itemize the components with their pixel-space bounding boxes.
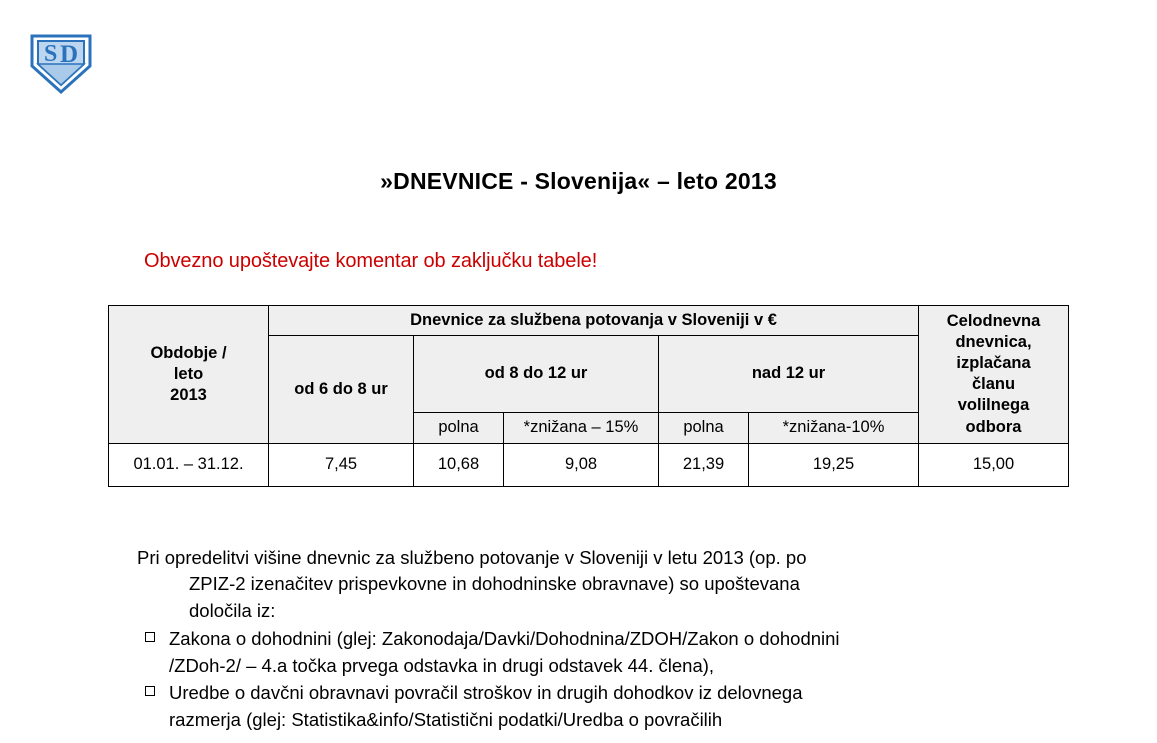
header-over-12h-polna: polna [659,412,749,443]
company-logo [22,28,100,98]
header-8-12h-polna: polna [414,412,504,443]
dnevnice-table-wrapper [108,305,1068,487]
header-over-12h: nad 12 ur [659,336,919,413]
bullet-2-line2: razmerja (glej: Statistika&info/Statistični podatki/Uredba o povračilih [169,708,723,730]
cell-period: 01.01. – 31.12. [109,443,269,486]
header-celodnevna-line4: članu [971,375,1016,394]
header-celodnevna-line1: Celodnevna [946,312,1041,330]
header-period [109,306,269,444]
square-bullet-icon [145,686,155,696]
header-celodnevna-line5: volilnega [957,396,1030,415]
header-period-line1: Obdobje / [150,343,227,362]
page-title: »DNEVNICE - Slovenija« – leto 2013 [380,168,777,194]
square-bullet-icon [145,632,155,642]
cell-6-8h: 7,45 [269,443,414,486]
bullet-2-line1: Uredbe o davčni obravnavi povračil stroškov in drugih dohodkov iz delovnega [169,682,803,704]
intro-line3: določila iz: [189,599,276,621]
header-period-line2: leto [173,364,204,383]
bullet-list [137,626,1037,733]
bullet-1-line1: Zakona o dohodnini (glej: Zakonodaja/Davki/Dohodnina/ZDOH/Zakon o dohodnini [169,628,840,650]
bullet-1-line2: /ZDoh-2/ – 4.a točka prvega odstavka in drugi odstavek 44. člena), [169,654,715,676]
table-row [109,443,1069,486]
list-item [137,680,1037,733]
header-over-12h-znizana: *znižana-10% [749,412,919,443]
header-group-slovenia: Dnevnice za službena potovanja v Sloveniji v € [269,306,919,336]
header-celodnevna-line2: dnevnica, [955,333,1032,352]
header-8-12h: od 8 do 12 ur [414,336,659,413]
header-6-8h: od 6 do 8 ur [269,336,414,444]
header-celodnevna-line6: odbora [965,417,1022,436]
cell-celodnevna: 15,00 [919,443,1069,486]
cell-over-12h-polna: 21,39 [659,443,749,486]
table-row [109,306,1069,336]
cell-8-12h-polna: 10,68 [414,443,504,486]
cell-8-12h-znizana: 9,08 [504,443,659,486]
warning-note: Obvezno upoštevajte komentar ob zaključku tabele! [144,250,598,272]
svg-text:D: D [60,41,79,68]
header-celodnevna [919,306,1069,444]
intro-paragraph [137,545,1037,624]
header-celodnevna-line3: izplačana [956,354,1031,373]
intro-line1: Pri opredelitvi višine dnevnic za službeno potovanje v Sloveniji v letu 2013 (op. po [137,547,807,568]
dnevnice-table [108,305,1069,487]
cell-over-12h-znizana: 19,25 [749,443,919,486]
intro-line2: ZPIZ-2 izenačitev prispevkovne in dohodninske obravnave) so upoštevana [189,573,800,595]
header-8-12h-znizana: *znižana – 15% [504,412,659,443]
list-item [137,626,1037,679]
body-text [137,545,1037,734]
svg-text:S: S [44,41,58,67]
header-period-line3: 2013 [170,385,207,404]
